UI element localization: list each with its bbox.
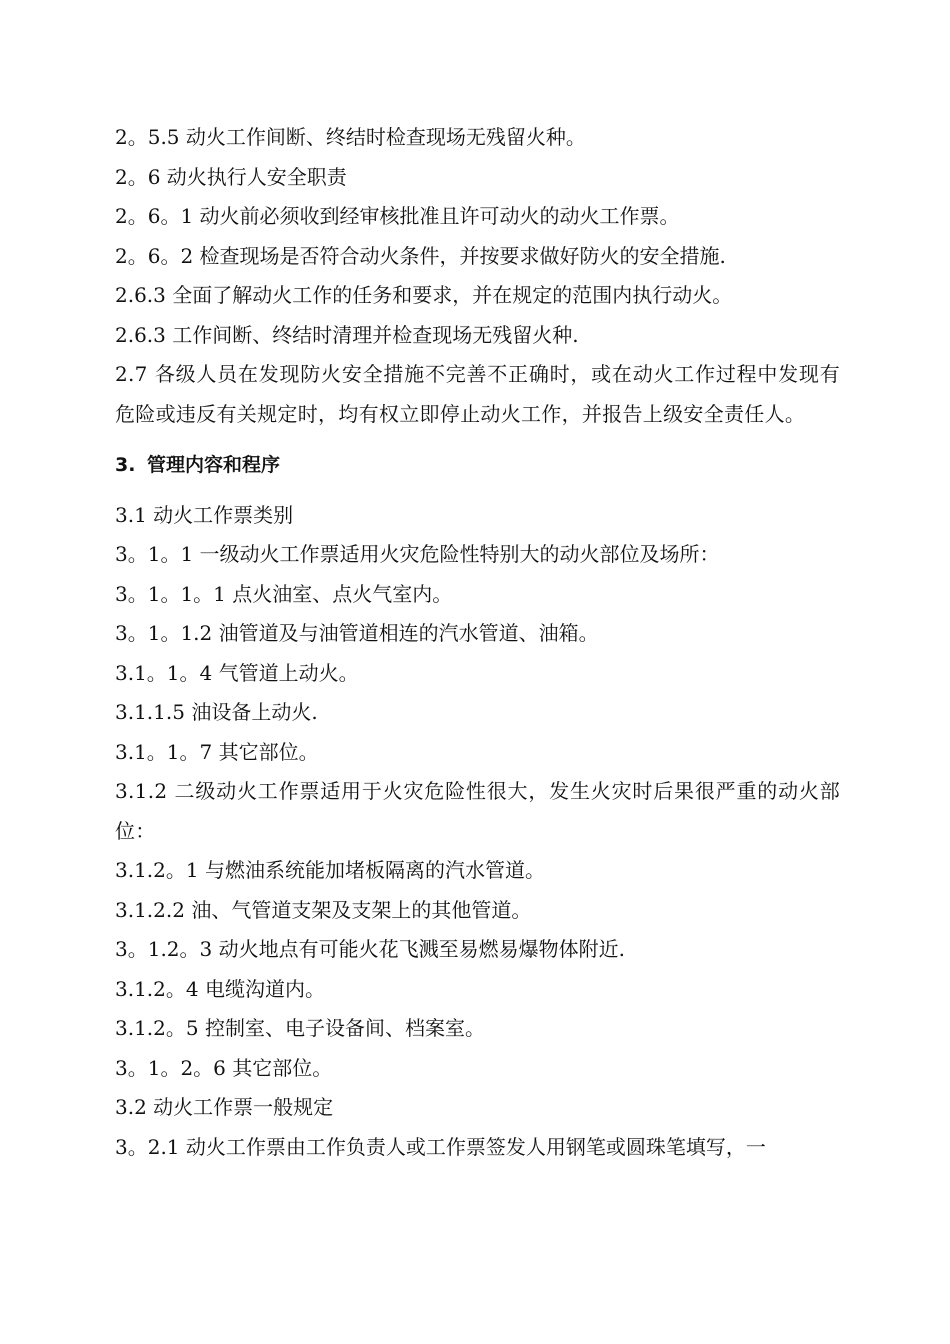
section-heading-3 (115, 446, 840, 486)
paragraph-3-1-2: 3.1.2 二级动火工作票适用于火灾危险性很大，发生火灾时后果很严重的动火部位： (115, 779, 840, 843)
text-line: 3.1。1。4 气管道上动火。 (115, 660, 359, 685)
section-number: 3. (115, 454, 136, 476)
text-line: 3.1.1.5 油设备上动火. (115, 700, 318, 724)
text-line: 3.2 动火工作票一般规定 (115, 1095, 334, 1119)
text-line: 2。6 动火执行人安全职责 (115, 164, 347, 189)
text-line: 3.1.2。4 电缆沟道内。 (115, 976, 325, 1001)
text-line: 3。2.1 动火工作票由工作负责人或工作票签发人用钢笔或圆珠笔填写，一 (115, 1134, 766, 1159)
text-line: 2。5.5 动火工作间断、终结时检查现场无残留火种。 (115, 125, 586, 149)
text-line: 3。1。1.2 油管道及与油管道相连的汽水管道、油箱。 (115, 621, 599, 645)
text-line: 3.1.2.2 油、气管道支架及支架上的其他管道。 (115, 897, 532, 922)
text-line: 3。1。2。6 其它部位。 (115, 1055, 333, 1080)
section-title: 管理内容和程序 (147, 454, 281, 476)
text-line: 2.6.3 全面了解动火工作的任务和要求，并在规定的范围内执行动火。 (115, 283, 733, 307)
text-line: 3.1.2。1 与燃油系统能加堵板隔离的汽水管道。 (115, 858, 545, 882)
text-line: 3.1 动火工作票类别 (115, 502, 294, 527)
document-body (115, 118, 840, 1167)
text-line: 2。6。2 检查现场是否符合动火条件，并按要求做好防火的安全措施. (115, 243, 726, 268)
text-line: 3.1。1。7 其它部位。 (115, 739, 319, 764)
paragraph-2-7: 2.7 各级人员在发现防火安全措施不完善不正确时，或在动火工作过程中发现有危险或违反有关规定时，均有权立即停止动火工作，并报告上级安全责任人。 (115, 362, 840, 426)
text-line: 3。1。1。1 点火油室、点火气室内。 (115, 581, 453, 606)
text-line: 3。1。1 一级动火工作票适用火灾危险性特别大的动火部位及场所： (115, 542, 720, 566)
text-line: 3。1.2。3 动火地点有可能火花飞溅至易燃易爆物体附近. (115, 937, 625, 961)
text-line: 2.6.3 工作间断、终结时清理并检查现场无残留火种. (115, 322, 579, 347)
text-line: 3.1.2。5 控制室、电子设备间、档案室。 (115, 1016, 485, 1040)
text-line: 2。6。1 动火前必须收到经审核批准且许可动火的动火工作票。 (115, 204, 680, 228)
